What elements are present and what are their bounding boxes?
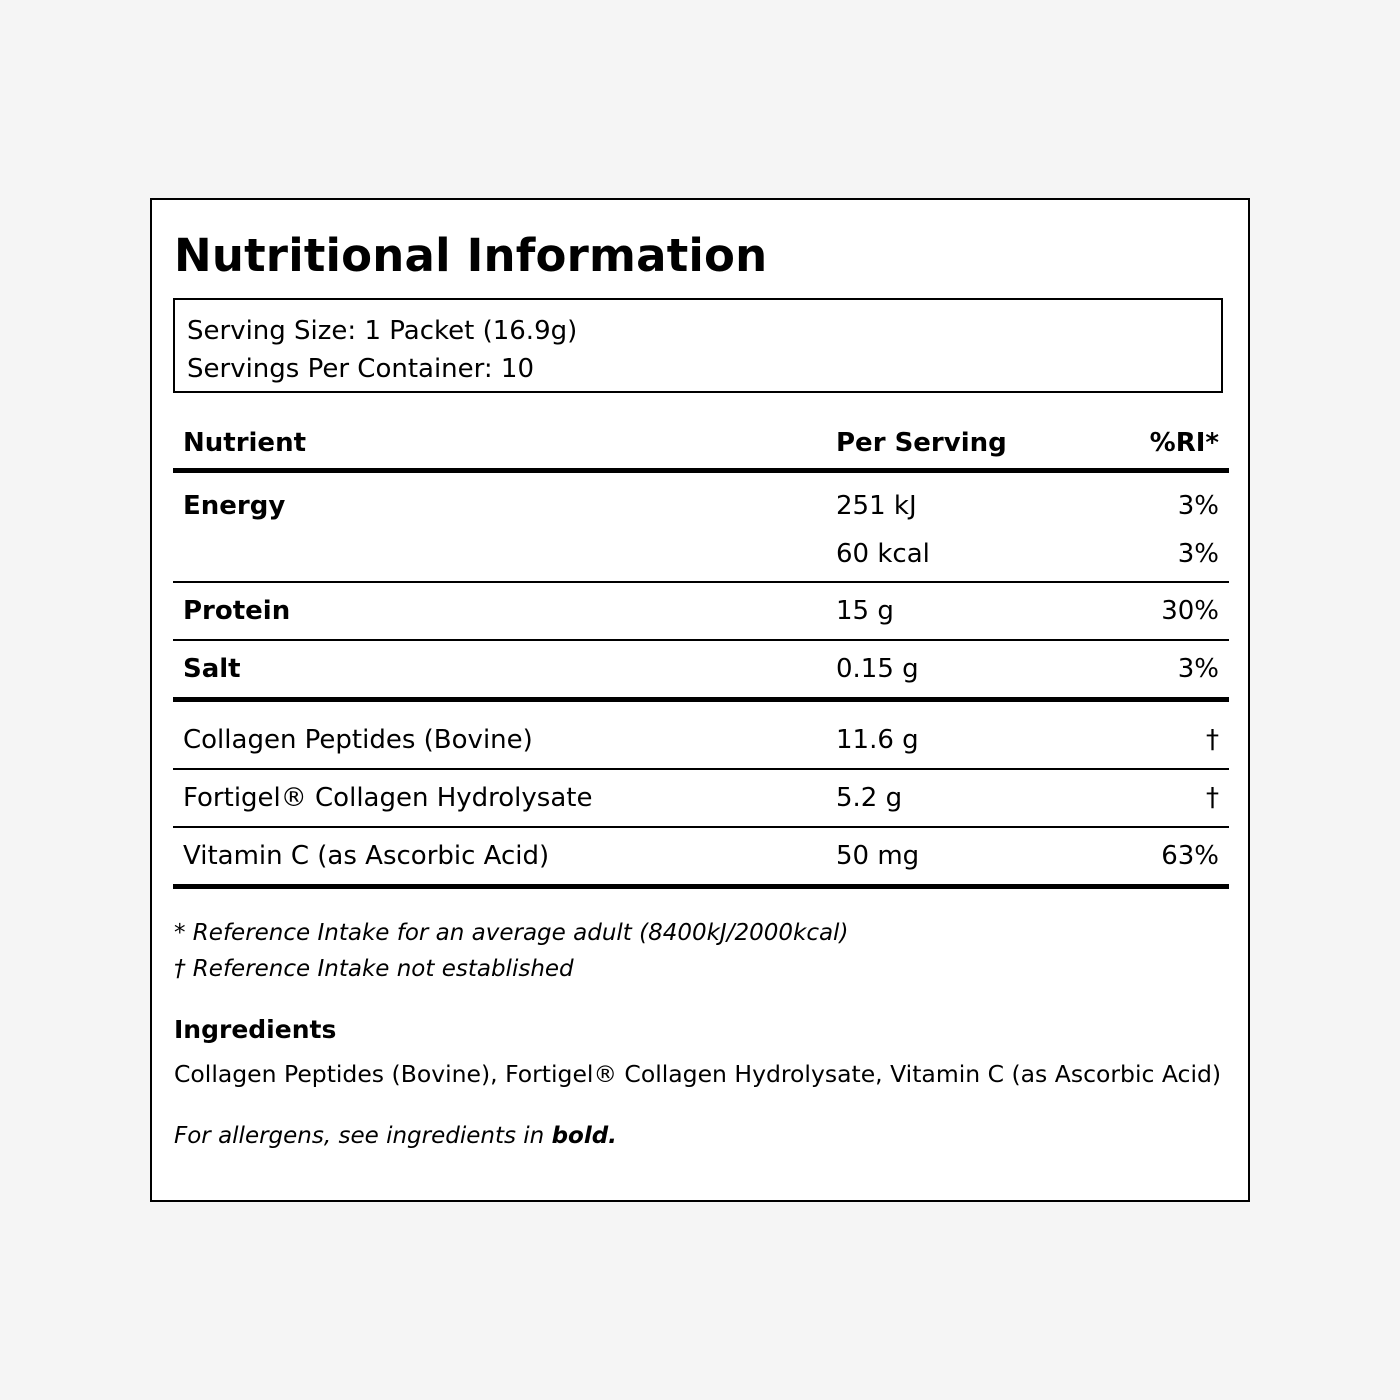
value-energy-kcal: 60 kcal	[836, 539, 930, 569]
value-protein: 15 g	[836, 596, 894, 626]
allergen-note-text: For allergens, see ingredients in	[174, 1123, 552, 1149]
nutrient-name-fortigel: Fortigel® Collagen Hydrolysate	[183, 783, 593, 813]
footnote-ri: * Reference Intake for an average adult (8400kJ/2000kcal)	[174, 920, 849, 946]
table-row-salt	[173, 641, 1229, 702]
value-energy-kj: 251 kJ	[836, 491, 917, 521]
table-row-fortigel	[173, 770, 1229, 828]
ri-vitamin-c: 63%	[1161, 841, 1219, 871]
ri-protein: 30%	[1161, 596, 1219, 626]
table-row-collagen	[173, 702, 1229, 770]
serving-size: Serving Size: 1 Packet (16.9g)	[187, 316, 578, 346]
footnotes	[174, 915, 848, 987]
table-row-energy-kcal	[173, 527, 1229, 583]
value-salt: 0.15 g	[836, 654, 919, 684]
table-row-protein	[173, 583, 1229, 641]
nutrient-name-collagen: Collagen Peptides (Bovine)	[183, 725, 533, 755]
ingredients-list: Collagen Peptides (Bovine), Fortigel® Collagen Hydrolysate, Vitamin C (as Ascorbic Acid)	[174, 1060, 1222, 1088]
table-row-energy-kj	[173, 473, 1229, 527]
value-collagen: 11.6 g	[836, 725, 919, 755]
table-row-vitamin-c	[173, 828, 1229, 889]
ri-energy-kj: 3%	[1177, 491, 1219, 521]
ingredients-heading: Ingredients	[174, 1015, 337, 1044]
nutrient-name-energy: Energy	[183, 491, 286, 521]
label-title: Nutritional Information	[174, 229, 768, 282]
nutrient-name-protein: Protein	[183, 596, 291, 626]
header-ri: %RI*	[1149, 428, 1219, 458]
serving-info-box	[173, 298, 1223, 393]
header-per-serving: Per Serving	[836, 428, 1007, 458]
ri-salt: 3%	[1177, 654, 1219, 684]
value-vitamin-c: 50 mg	[836, 841, 920, 871]
table-header-row	[173, 418, 1229, 473]
value-fortigel: 5.2 g	[836, 783, 903, 813]
servings-per-container: Servings Per Container: 10	[187, 354, 535, 384]
nutrient-table	[173, 418, 1229, 889]
header-nutrient: Nutrient	[183, 428, 307, 458]
ri-collagen: †	[1206, 725, 1219, 755]
nutrient-name-vitamin-c: Vitamin C (as Ascorbic Acid)	[183, 841, 550, 871]
allergen-note-emphasis: bold.	[551, 1123, 617, 1149]
ri-energy-kcal: 3%	[1177, 539, 1219, 569]
ri-fortigel: †	[1206, 783, 1219, 813]
allergen-note	[174, 1118, 617, 1154]
footnote-dagger: † Reference Intake not established	[174, 956, 574, 982]
nutrition-label	[150, 198, 1250, 1202]
nutrient-name-salt: Salt	[183, 654, 241, 684]
